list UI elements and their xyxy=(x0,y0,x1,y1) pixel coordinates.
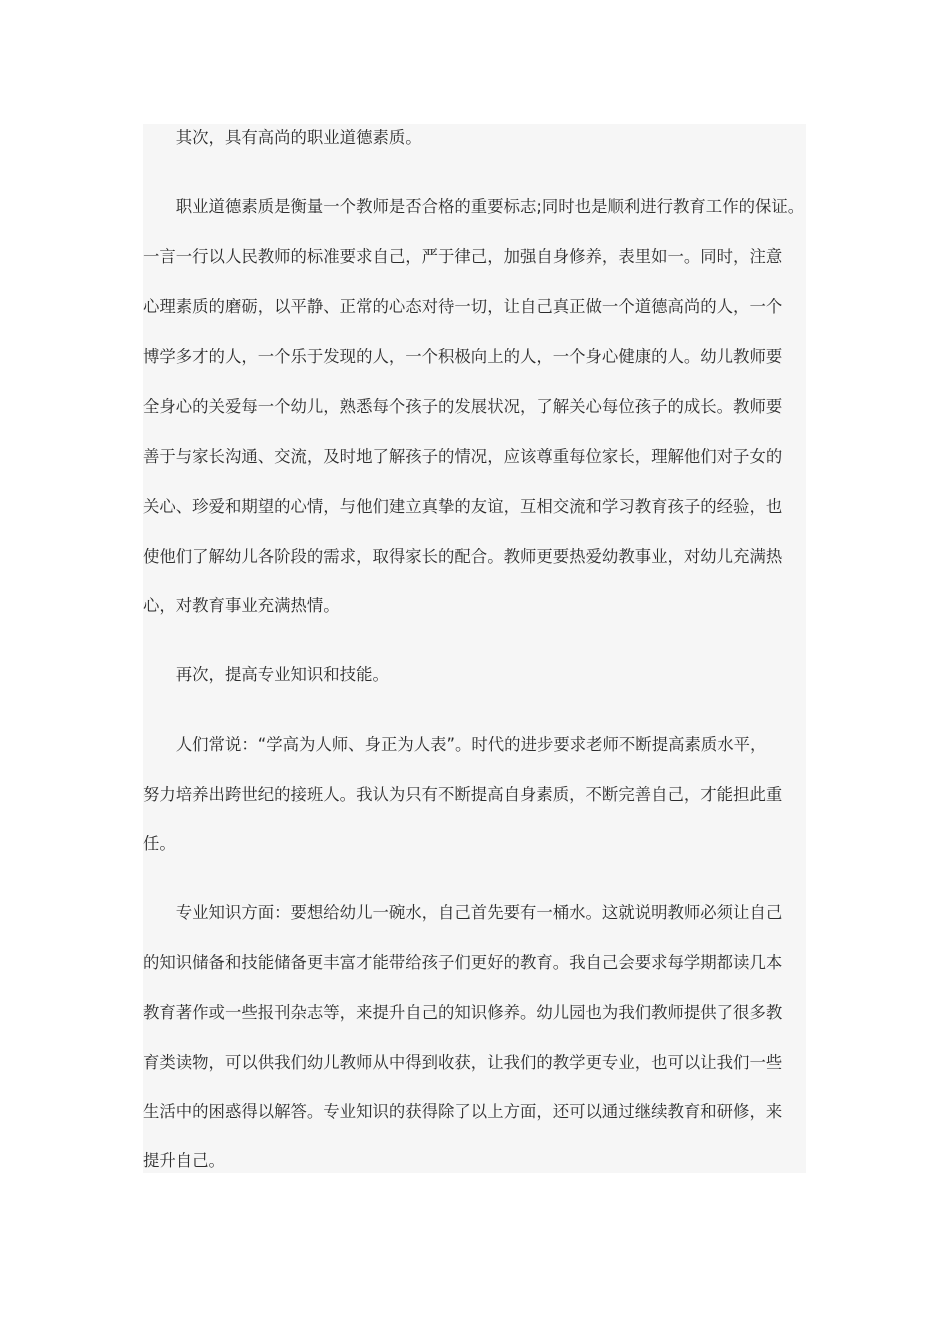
text-line: 心，对教育事业充满热情。 xyxy=(143,596,340,615)
text-line: 使他们了解幼儿各阶段的需求，取得家长的配合。教师更要热爱幼教事业，对幼儿充满热 xyxy=(143,547,783,566)
text-line: 提升自己。 xyxy=(143,1151,225,1170)
text-line: 其次，具有高尚的职业道德素质。 xyxy=(143,128,422,147)
text-line: 全身心的关爱每一个幼儿，熟悉每个孩子的发展状况，了解关心每位孩子的成长。教师要 xyxy=(143,397,783,416)
text-line: 心理素质的磨砺，以平静、正常的心态对待一切，让自己真正做一个道德高尚的人，一个 xyxy=(143,297,783,316)
text-line: 生活中的困惑得以解答。专业知识的获得除了以上方面，还可以通过继续教育和研修，来 xyxy=(143,1102,783,1121)
text-line: 善于与家长沟通、交流，及时地了解孩子的情况，应该尊重每位家长，理解他们对子女的 xyxy=(143,447,783,466)
text-line: 的知识储备和技能储备更丰富才能带给孩子们更好的教育。我自己会要求每学期都读几本 xyxy=(143,953,783,972)
text-line: 关心、珍爱和期望的心情，与他们建立真挚的友谊，互相交流和学习教育孩子的经验，也 xyxy=(143,497,783,516)
text-line: 努力培养出跨世纪的接班人。我认为只有不断提高自身素质，不断完善自己，才能担此重 xyxy=(143,785,783,804)
text-line: 一言一行以人民教师的标准要求自己，严于律己，加强自身修养，表里如一。同时，注意 xyxy=(143,247,783,266)
text-line: 教育著作或一些报刊杂志等，来提升自己的知识修养。幼儿园也为我们教师提供了很多教 xyxy=(143,1003,783,1022)
text-line: 职业道德素质是衡量一个教师是否合格的重要标志;同时也是顺利进行教育工作的保证。 xyxy=(143,197,805,216)
text-line: 人们常说：“学高为人师、身正为人表”。时代的进步要求老师不断提高素质水平， xyxy=(143,735,767,754)
text-line: 专业知识方面：要想给幼儿一碗水，自己首先要有一桶水。这就说明教师必须让自己 xyxy=(143,903,783,922)
text-line: 任。 xyxy=(143,834,176,853)
text-line: 博学多才的人，一个乐于发现的人，一个积极向上的人，一个身心健康的人。幼儿教师要 xyxy=(143,347,783,366)
text-line: 育类读物，可以供我们幼儿教师从中得到收获，让我们的教学更专业，也可以让我们一些 xyxy=(143,1053,783,1072)
text-line: 再次，提高专业知识和技能。 xyxy=(143,665,389,684)
